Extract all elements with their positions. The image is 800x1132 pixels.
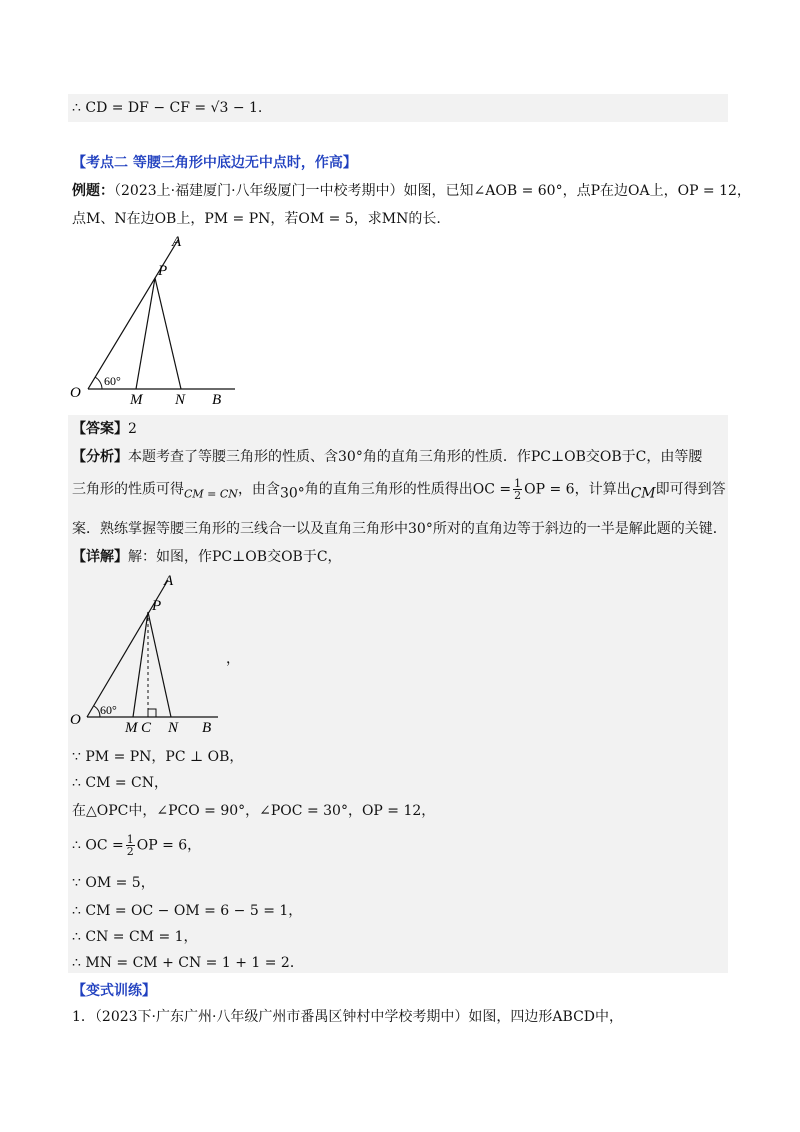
step-4a: ∴ OC = <box>72 837 124 854</box>
analysis-label: 【分析】 <box>72 449 128 465</box>
detail-line <box>72 546 342 568</box>
segment-pn <box>148 612 171 717</box>
answer-value: 2 <box>128 421 137 437</box>
step-8: ∴ MN = CM + CN = 1 + 1 = 2． <box>72 955 304 971</box>
label-o: O <box>70 385 81 401</box>
analysis-line-2 <box>72 478 726 506</box>
example-text-1: （2023上·福建厦门·八年级厦门一中校考期中）如图，已知∠AOB = 60°，点P在边OA上，OP = 12， <box>114 183 751 199</box>
analysis-2f: OC = <box>472 481 512 498</box>
step-4-num: 1 <box>126 833 134 846</box>
analysis-2i: 即可得到答 <box>655 481 726 498</box>
step-4-fraction <box>126 834 135 857</box>
label-n: N <box>168 720 179 736</box>
analysis-2e: 角的直角三角形的性质得出 <box>304 481 473 498</box>
label-p: P <box>152 598 162 614</box>
analysis-frac-den: 2 <box>514 489 522 502</box>
label-a: A <box>164 573 174 589</box>
step-6: ∴ CM = OC − OM = 6 − 5 = 1， <box>72 903 303 919</box>
detail-intro: 解：如图，作PC⊥OB交OB于C， <box>128 549 342 565</box>
analysis-2g: OP = 6，计算出 <box>524 481 631 498</box>
example-label: 例题： <box>72 183 114 199</box>
label-b: B <box>212 392 222 407</box>
analysis-2c: ，由含 <box>237 481 280 498</box>
analysis-fraction <box>513 478 522 501</box>
label-m: M <box>125 720 138 736</box>
label-m: M <box>130 392 143 407</box>
analysis-2a: 三角形的性质可得 <box>72 481 184 498</box>
step-7: ∴ CN = CM = 1， <box>72 929 198 945</box>
figure-2-comma: ， <box>226 651 240 667</box>
figure-1 <box>60 232 240 407</box>
analysis-line-3: 案．熟练掌握等腰三角形的三线合一以及直角三角形中30°所对的直角边等于斜边的一半是解此题的关键． <box>72 521 727 537</box>
step-2: ∴ CM = CN， <box>72 775 168 791</box>
example-line-1 <box>72 180 751 202</box>
angle-arc <box>95 377 102 389</box>
section-title: 【考点二 等腰三角形中底边无中点时，作高】 <box>72 155 357 171</box>
analysis-2d: 30° <box>279 485 305 502</box>
label-c: C <box>141 720 152 736</box>
segment-pn <box>155 278 181 389</box>
label-o: O <box>70 712 81 728</box>
step-5: ∵ OM = 5， <box>72 875 155 891</box>
step-4 <box>72 834 201 857</box>
label-b: B <box>202 720 212 736</box>
figure-2 <box>60 572 240 737</box>
analysis-2b: CM = CN <box>184 487 238 501</box>
answer-label: 【答案】 <box>72 421 128 437</box>
label-n: N <box>175 392 186 407</box>
example-line-2: 点M、N在边OB上，PM = PN，若OM = 5，求MN的长. <box>72 211 441 227</box>
variant-question-1: 1．（2023下·广东广州·八年级广州市番禺区钟村中学校考期中）如图，四边形ABCD中， <box>72 1009 624 1025</box>
top-conclusion: ∴ CD = DF − CF = √3 − 1. <box>72 100 263 116</box>
label-angle: 60° <box>104 374 121 388</box>
step-1: ∵ PM = PN，PC ⊥ OB， <box>72 749 244 765</box>
variant-title: 【变式训练】 <box>72 983 156 999</box>
step-3: 在△OPC中，∠PCO = 90°，∠POC = 30°，OP = 12， <box>72 803 436 819</box>
analysis-text-1: 本题考查了等腰三角形的性质、含30°角的直角三角形的性质．作PC⊥OB交OB于C，由等腰 <box>128 449 703 465</box>
step-4b: OP = 6， <box>136 837 202 854</box>
segment-pm <box>133 612 148 717</box>
analysis-frac-num: 1 <box>514 477 522 490</box>
label-angle: 60° <box>100 703 117 717</box>
analysis-line-1 <box>72 446 702 468</box>
label-p: P <box>158 263 168 279</box>
answer-line <box>72 418 137 440</box>
label-a: A <box>172 234 182 250</box>
detail-label: 【详解】 <box>72 549 128 565</box>
analysis-2h: CM <box>630 485 656 502</box>
step-4-den: 2 <box>126 845 134 858</box>
right-angle-mark <box>148 709 156 717</box>
